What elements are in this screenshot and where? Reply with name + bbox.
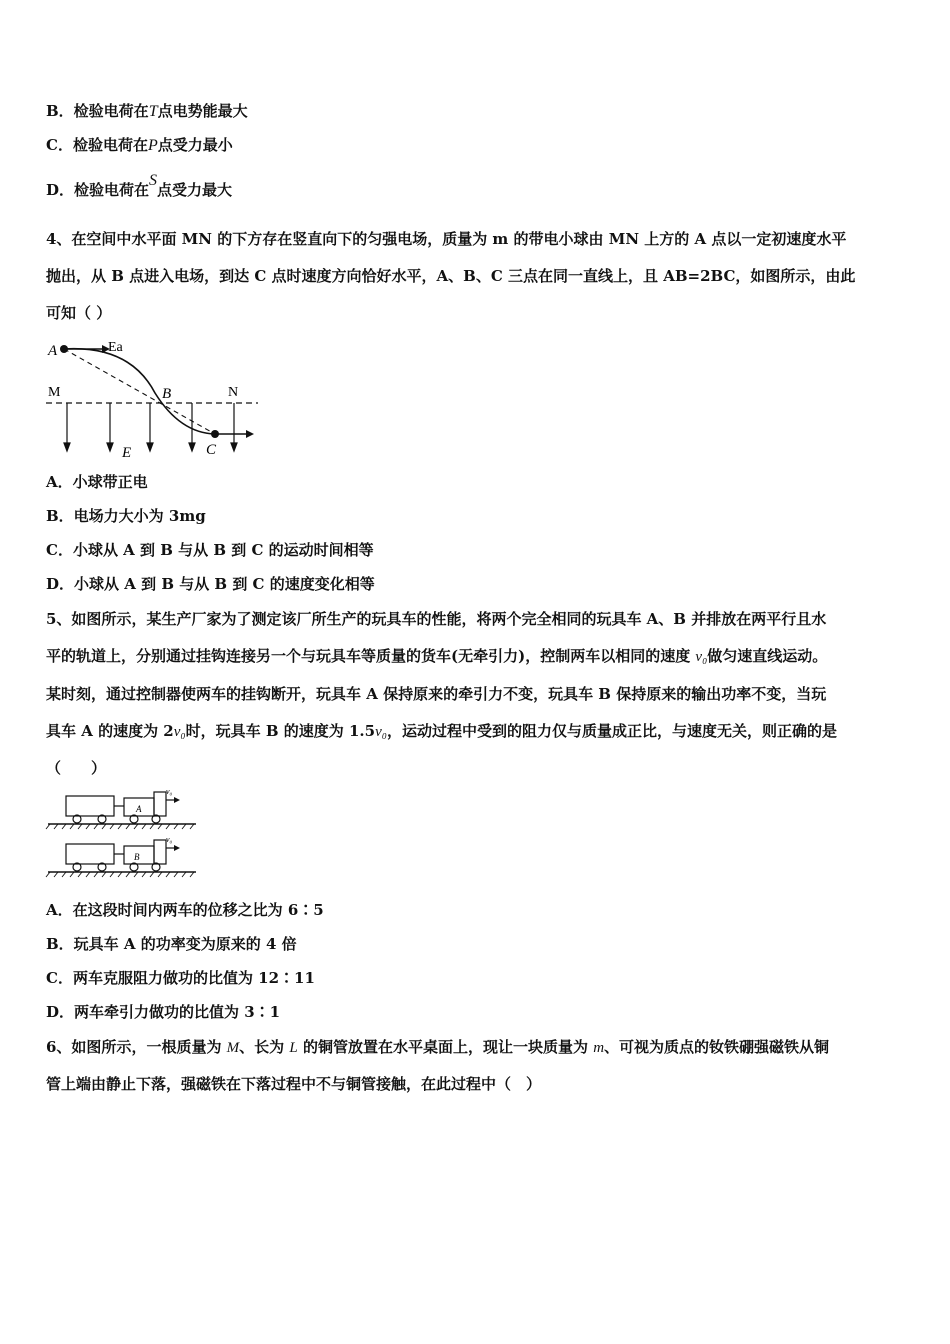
q5-option-d: D．两车牵引力做功的比值为 3∶1 bbox=[46, 1003, 281, 1021]
q5-stem-line-4: 具车 A 的速度为 2v₀时，玩具车 B 的速度为 1.5v₀，运动过程中受到的阻力仅与质量成正比，与速度无关，则正确的是 bbox=[46, 722, 837, 740]
label-e: E bbox=[122, 445, 132, 461]
q4-stem-line-2: 抛出，从 B 点进入电场，到达 C 点时速度方向恰好水平，A、B、C 三点在同一直线上，且 AB=2BC，如图所示，由此 bbox=[46, 267, 856, 285]
q5-option-c: C．两车克服阻力做功的比值为 12∶11 bbox=[46, 969, 315, 987]
q4-figure bbox=[40, 333, 270, 463]
q4-option-c: C．小球从 A 到 B 与从 B 到 C 的运动时间相等 bbox=[46, 541, 374, 559]
q6-stem-line-1: 6、如图所示，一根质量为 M、长为 L 的铜管放置在水平桌面上，现让一块质量为 m、可视为质点的钕铁硼强磁铁从铜 bbox=[46, 1038, 830, 1056]
car-b-label: B bbox=[134, 852, 140, 862]
q3-option-c: C．检验电荷在P点受力最小 bbox=[46, 136, 233, 154]
velocity-label-a: v₀ bbox=[166, 787, 173, 796]
q5-stem-line-2: 平的轨道上，分别通过挂钩连接另一个与玩具车等质量的货车(无牵引力)，控制两车以相同的速度 v₀做匀速直线运动。 bbox=[46, 647, 828, 665]
car-a-label: A bbox=[136, 804, 142, 814]
q5-stem-line-3: 某时刻，通过控制器使两车的挂钩断开，玩具车 A 保持原来的牵引力不变，玩具车 B 保持原来的输出功率不变，当玩 bbox=[46, 685, 827, 703]
q5-figure bbox=[44, 786, 204, 878]
q4-option-b: B．电场力大小为 3mg bbox=[46, 507, 206, 525]
final-velocity-arrowhead bbox=[246, 430, 254, 438]
q4-stem-line-3: 可知（ ） bbox=[46, 304, 112, 322]
q3-option-b: B．检验电荷在T点电势能最大 bbox=[46, 102, 248, 120]
label-n: N bbox=[228, 385, 239, 400]
q5-stem-line-5: （ ） bbox=[46, 759, 107, 777]
ground-hatch-b bbox=[46, 872, 194, 877]
q4-option-a: A．小球带正电 bbox=[46, 473, 148, 491]
q4-stem-line-1: 4、在空间中水平面 MN 的下方存在竖直向下的匀强电场，质量为 m 的带电小球由 MN 上方的 A 点以一定初速度水平 bbox=[46, 230, 847, 248]
label-c: C bbox=[206, 442, 217, 458]
q6-stem-line-2: 管上端由静止下落，强磁铁在下落过程中不与铜管接触，在此过程中（ ） bbox=[46, 1075, 542, 1093]
q3-option-d: D．检验电荷在S点受力最大 bbox=[46, 172, 233, 199]
velocity-arrowhead-a bbox=[174, 797, 180, 803]
label-m: M bbox=[48, 385, 61, 400]
q5-option-a: A．在这段时间内两车的位移之比为 6∶5 bbox=[46, 901, 324, 919]
q5-stem-line-1: 5、如图所示，某生产厂家为了测定该厂所生产的玩具车的性能，将两个完全相同的玩具车 A、B 并排放在两平行且水 bbox=[46, 610, 827, 628]
velocity-label-b: v₀ bbox=[166, 835, 173, 844]
label-a: A bbox=[48, 343, 58, 359]
label-ea: Ea bbox=[108, 340, 123, 355]
track-a bbox=[48, 792, 196, 824]
q5-option-b: B．玩具车 A 的功率变为原来的 4 倍 bbox=[46, 935, 297, 953]
label-b: B bbox=[162, 386, 172, 402]
ground-hatch-a bbox=[46, 824, 194, 829]
track-b bbox=[48, 840, 196, 872]
velocity-arrowhead-b bbox=[174, 845, 180, 851]
q4-option-d: D．小球从 A 到 B 与从 B 到 C 的速度变化相等 bbox=[46, 575, 375, 593]
